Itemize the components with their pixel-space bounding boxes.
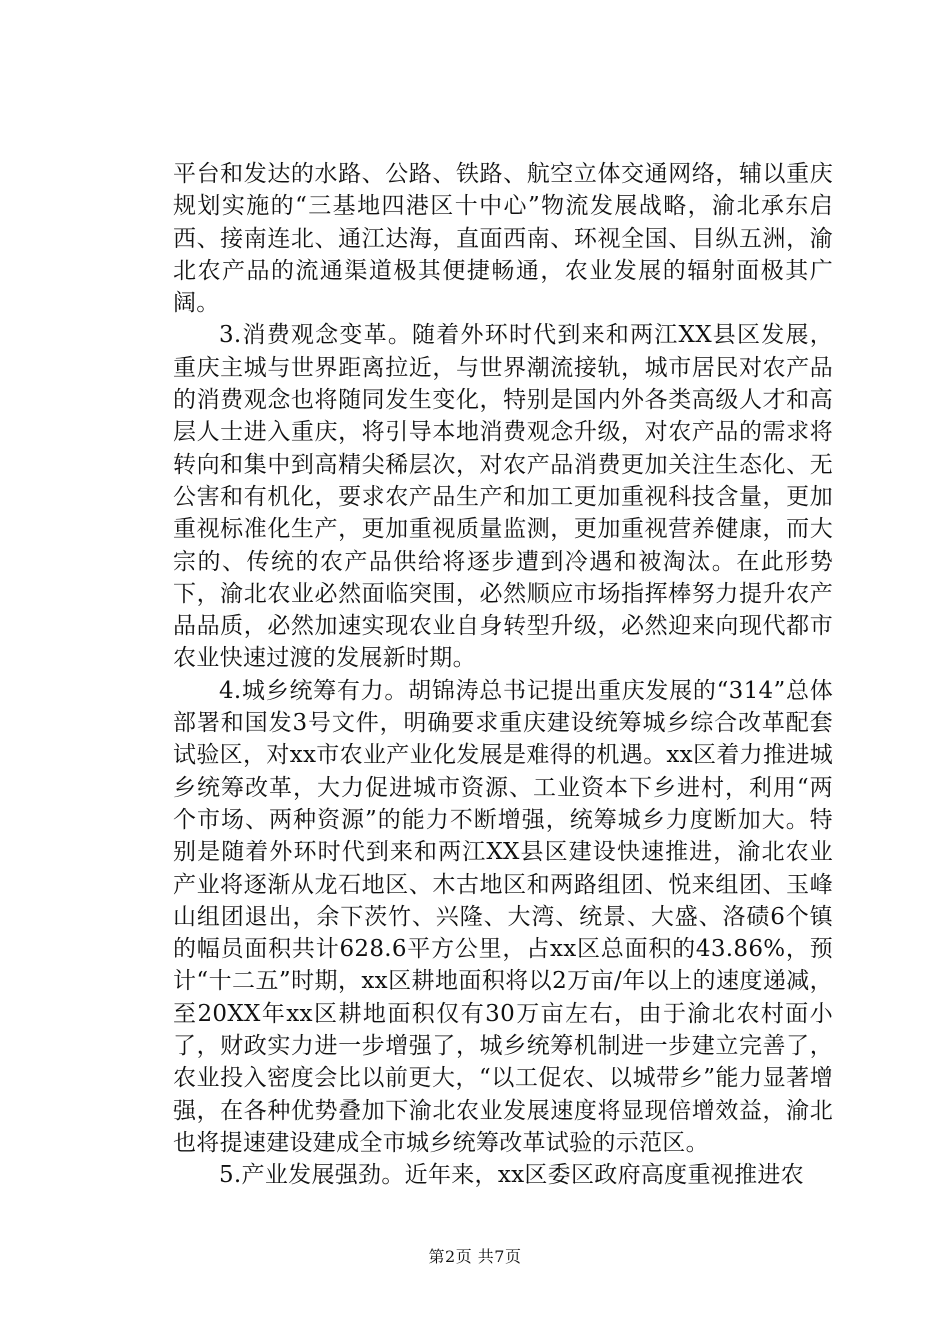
page-footer: 第2页 共7页 bbox=[428, 1247, 522, 1266]
paragraph-industry: 5.产业发展强劲。近年来，xx区委区政府高度重视推进农 bbox=[219, 1162, 804, 1189]
document-body bbox=[173, 158, 833, 1192]
paragraph-transport: 平台和发达的水路、公路、铁路、航空立体交通网络，辅以重庆规划实施的“三基地四港区十中心”物流发展战略，渝北承东启西、接南连北、通江达海，直面西南、环视全国、目纵五洲，渝北农产品的流通渠道极其便捷畅通，农业发展的辐射面极其广阔。 bbox=[173, 161, 833, 317]
paragraph-consumption: 3.消费观念变革。随着外环时代到来和两江XX县区发展，重庆主城与世界距离拉近，与世界潮流接轨，城市居民对农产品的消费观念也将随同发生变化，特别是国内外各类高级人才和高层人士进入重庆，将引导本地消费观念升级，对农产品的需求将转向和集中到高精尖稀层次，对农产品消费更加关注生态化、无公害和有机化，要求农产品生产和加工更加重视科技含量，更加重视标准化生产，更加重视质量监测，更加重视营养健康，而大宗的、传统的农产品供给将逐步遭到冷遇和被淘汰。在此形势下，渝北农业必然面临突围，必然顺应市场指挥棒努力提升农产品品质，必然加速实现农业自身转型升级，必然迎来向现代都市农业快速过渡的发展新时期。 bbox=[173, 322, 833, 672]
paragraph-urban-rural: 4.城乡统筹有力。胡锦涛总书记提出重庆发展的“314”总体部署和国发3号文件，明确要求重庆建设统筹城乡综合改革配套试验区，对xx市农业产业化发展是难得的机遇。xx区着力推进城乡统筹改革，大力促进城市资源、工业资本下乡进村，利用“两个市场、两种资源”的能力不断增强，统筹城乡力度断加大。特别是随着外环时代到来和两江XX县区建设快速推进，渝北农业产业将逐渐从龙石地区、木古地区和两路组团、悦来组团、玉峰山组团退出，余下茨竹、兴隆、大湾、统景、大盛、洛碛6个镇的幅员面积共计628.6平方公里，占xx区总面积的43.86%，预计“十二五”时期，xx区耕地面积将以2万亩/年以上的速度递减，至20XX年xx区耕地面积仅有30万亩左右，由于渝北农村面小了，财政实力进一步增强了，城乡统筹机制进一步建立完善了，农业投入密度会比以前更大，“以工促农、以城带乡”能力显著增强，在各种优势叠加下渝北农业发展速度将显现倍增效益，渝北也将提速建设建成全市城乡统筹改革试验的示范区。 bbox=[173, 677, 833, 1156]
